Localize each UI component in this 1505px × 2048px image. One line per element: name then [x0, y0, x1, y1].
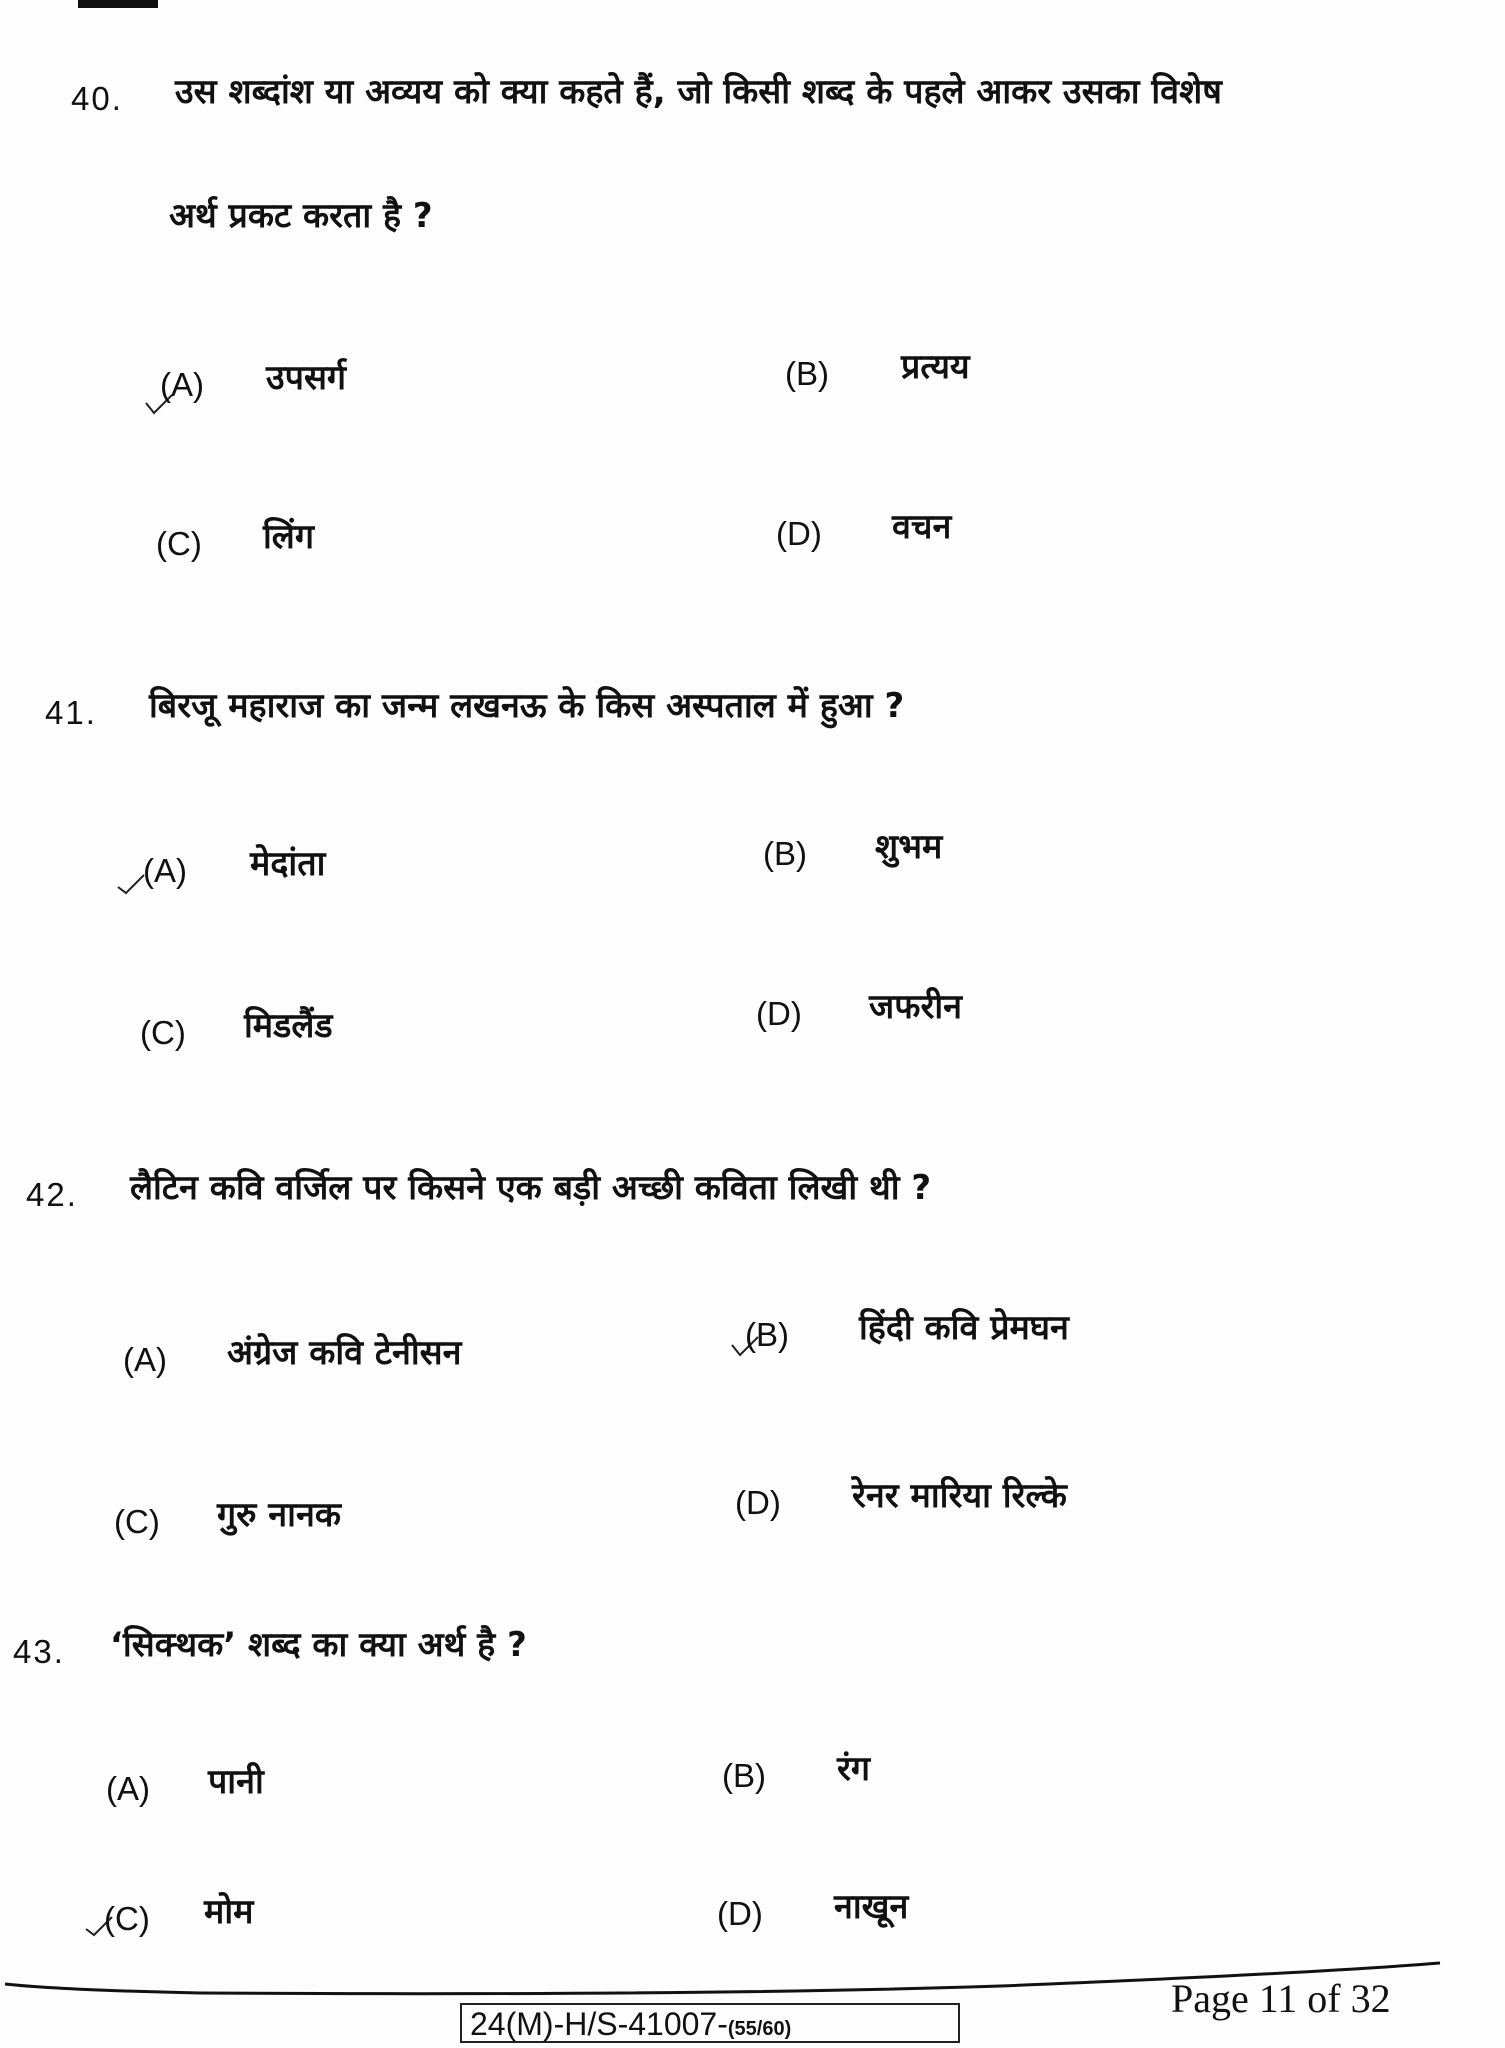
option-text: उपसर्ग: [266, 358, 347, 398]
question-number: 43.: [13, 1633, 65, 1670]
option-label: (D): [756, 995, 802, 1032]
option-text: जफरीन: [869, 987, 963, 1027]
option-label: (A): [123, 1341, 167, 1378]
option-text: रंग: [837, 1749, 871, 1789]
option-text: रेनर मारिया रिल्के: [852, 1476, 1067, 1516]
option-text: वचन: [892, 507, 952, 547]
option-label: (C): [156, 525, 202, 562]
option-text: नाखून: [834, 1887, 909, 1927]
option-text: शुभम: [875, 827, 943, 867]
option-label: (A): [160, 366, 204, 403]
option-text: पानी: [208, 1762, 264, 1802]
option-text: गुरु नानक: [217, 1495, 341, 1535]
question-number: 41.: [45, 694, 97, 731]
option-text: हिंदी कवि प्रेमघन: [859, 1308, 1069, 1348]
option-label: (C): [104, 1900, 150, 1937]
option-label: (B): [763, 835, 807, 872]
option-label: (B): [745, 1316, 789, 1353]
answer-tick-icon: [116, 873, 146, 897]
page-number: Page 11 of 32: [1171, 1976, 1391, 2021]
option-label: (B): [722, 1757, 766, 1794]
question-text-cont: अर्थ प्रकट करता है ?: [169, 196, 433, 236]
option-label: (D): [776, 515, 822, 552]
option-text: मिडलैंड: [244, 1006, 333, 1046]
option-label: (C): [140, 1014, 186, 1051]
question-text: लैटिन कवि वर्जिल पर किसने एक बड़ी अच्छी कविता लिखी थी ?: [130, 1168, 932, 1208]
question-text: बिरजू महाराज का जन्म लखनऊ के किस अस्पताल में हुआ ?: [149, 686, 905, 726]
option-label: (D): [735, 1484, 781, 1521]
question-text: उस शब्दांश या अव्यय को क्या कहते हैं, जो किसी शब्द के पहले आकर उसका विशेष: [175, 72, 1222, 112]
top-edge-mark: [78, 0, 158, 8]
option-label: (C): [114, 1503, 160, 1540]
option-label: (A): [106, 1770, 150, 1807]
question-number: 40.: [71, 80, 123, 117]
question-text: ‘सिक्थक’ शब्द का क्या अर्थ है ?: [110, 1625, 527, 1665]
question-number: 42.: [26, 1176, 78, 1213]
option-text: अंग्रेज कवि टेनीसन: [227, 1333, 462, 1373]
paper-code-main: 24(M)-H/S-41007-: [470, 2006, 728, 2042]
paper-code-suffix: (55/60): [727, 2018, 792, 2040]
option-label: (D): [717, 1895, 763, 1932]
option-label: (B): [785, 355, 829, 392]
option-text: मोम: [204, 1892, 254, 1932]
paper-code: [460, 2003, 960, 2043]
option-text: प्रत्यय: [901, 347, 970, 387]
option-text: मेदांता: [250, 844, 326, 884]
option-text: लिंग: [263, 517, 314, 557]
option-label: (A): [143, 852, 187, 889]
